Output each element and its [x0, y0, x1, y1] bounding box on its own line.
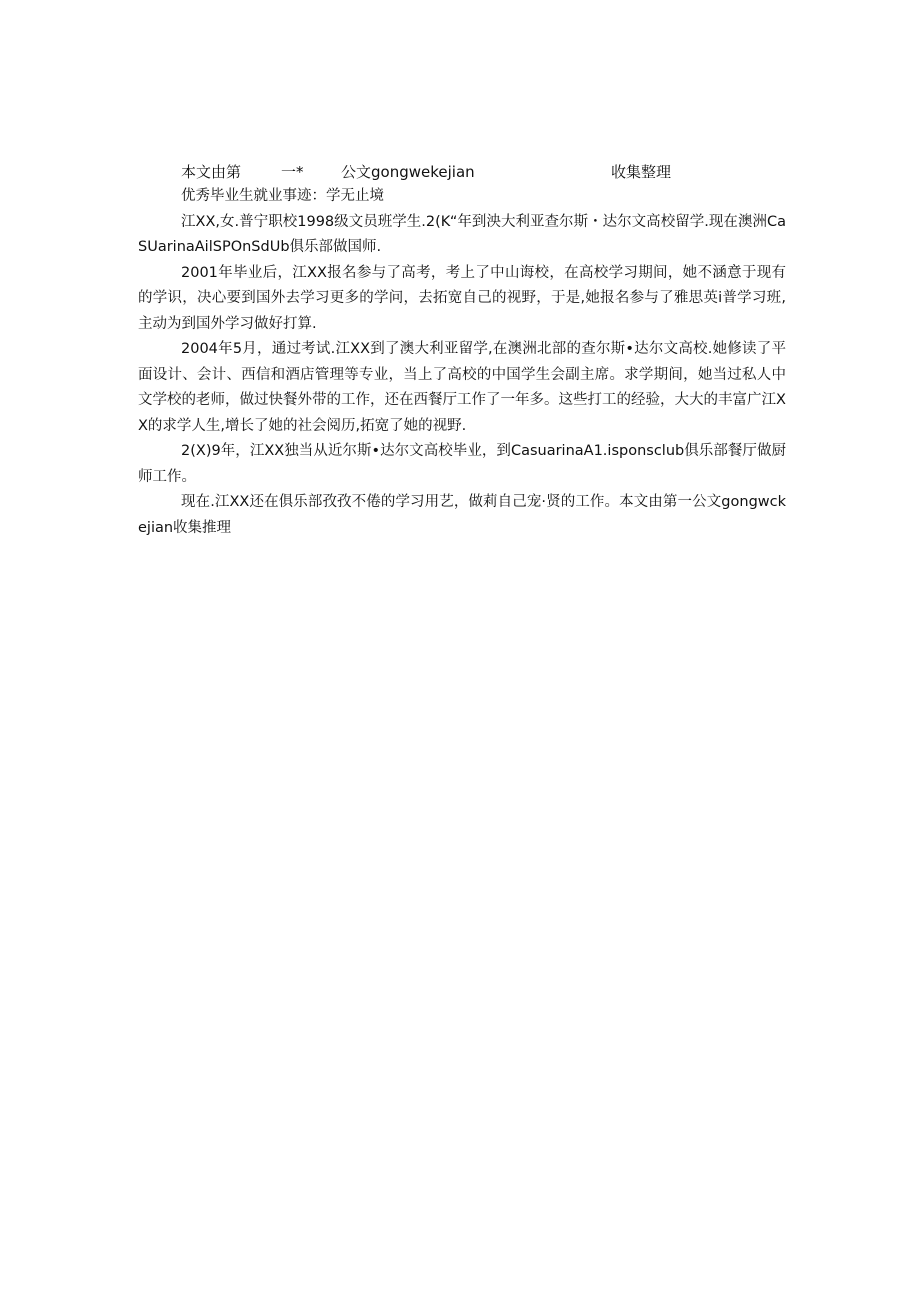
source-header — [181, 160, 701, 184]
paragraph-2004: 2004年5月，通过考试.江XX到了澳大利亚留学,在澳洲北部的查尔斯•达尔文高校.她修读了平面设计、会计、西信和酒店管理等专业，当上了高校的中国学生会副主席。求学期间，她当过私人中文学校的老师，做过快餐外带的工作，还在西餐厅工作了一年多。这些打工的经验，大大的丰富广江XX的求学人生,增长了她的社会阅历,拓宽了她的视野. — [138, 341, 786, 434]
article-body — [138, 184, 786, 541]
header-text-collected: 收集整理 — [611, 163, 672, 181]
paragraph-2001: 2001年毕业后，江XX报名参与了高考，考上了中山诲校，在高校学习期间，她不涵意于现有的学识，决心要到国外去学习更多的学问，去拓宽自己的视野，于是,她报名参与了雅思英i普学习班,主动为到国外学习做好打算. — [138, 264, 786, 332]
header-text-rank: 一* — [281, 163, 304, 181]
paragraph-present: 现在.江XX还在俱乐部孜孜不倦的学习用艺，做莉自己宠·贤的工作。本文由第一公文gongwckejian收集推理 — [138, 494, 786, 536]
header-text-source: 本文由第 — [181, 163, 242, 181]
paragraph-graduation: 2(X)9年，江XX独当从近尔斯•达尔文高校毕业，到CasuarinaA1.isponsclub俱乐部餐厅做厨师工作。 — [138, 443, 786, 485]
header-text-site: 公文gongwekejian — [341, 163, 475, 181]
article-title: 优秀毕业生就业事迹：学无止境 — [181, 188, 384, 204]
paragraph-intro: 江XX,女.普宁职校1998级文员班学生.2(K“年到泱大利亚查尔斯・达尔文高校留学.现在澳洲CaSUarinaAilSPOnSdUb俱乐部做国师. — [138, 213, 786, 255]
